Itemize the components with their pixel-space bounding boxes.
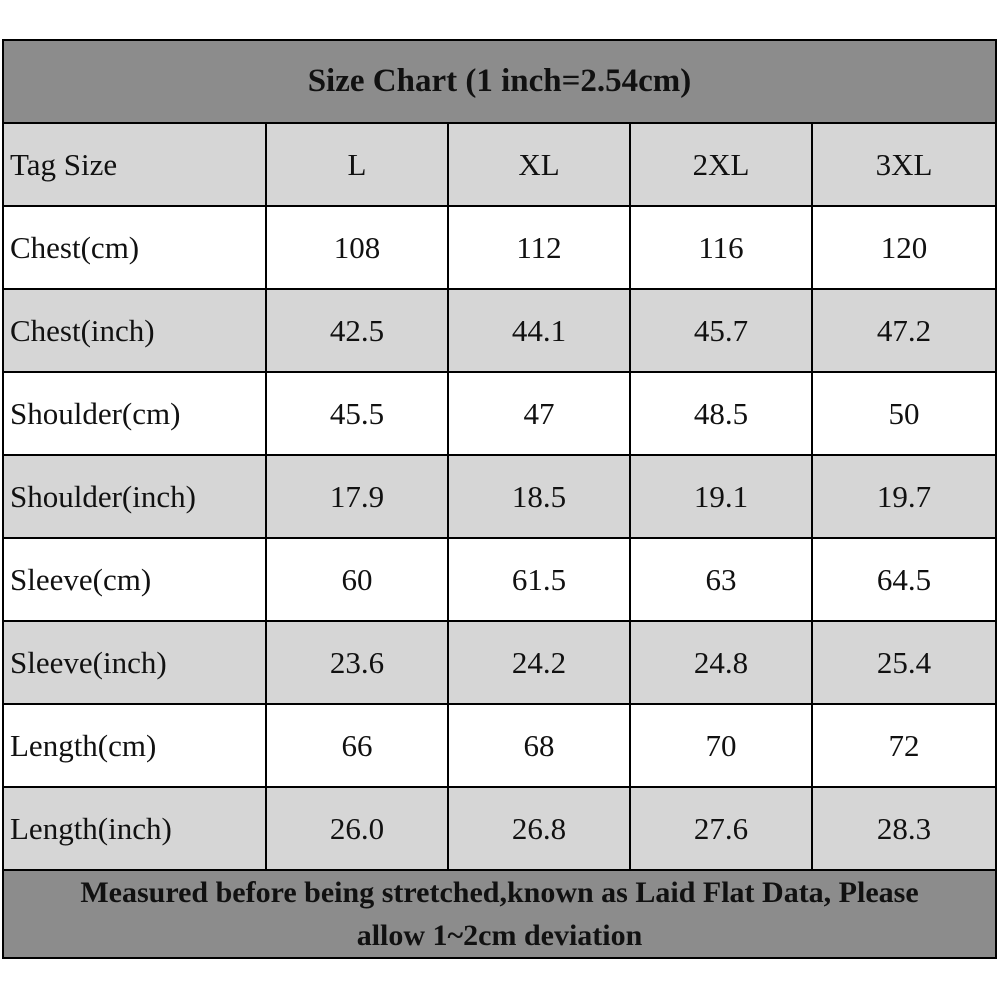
table-row xyxy=(4,539,995,622)
size-chart-table xyxy=(2,39,997,959)
table-grid xyxy=(4,124,995,871)
table-cell: 27.6 xyxy=(631,788,813,869)
table-cell: 70 xyxy=(631,705,813,786)
row-label: Chest(inch) xyxy=(4,290,267,371)
table-cell: 72 xyxy=(813,705,995,786)
footer-note-line-2: allow 1~2cm deviation xyxy=(356,919,643,952)
table-row xyxy=(4,207,995,290)
table-row xyxy=(4,622,995,705)
table-cell: 24.8 xyxy=(631,622,813,703)
footer-note-line-1: Measured before being stretched,known as Laid Flat Data, Please xyxy=(80,876,919,909)
table-cell: 19.1 xyxy=(631,456,813,537)
table-cell: 23.6 xyxy=(267,622,449,703)
table-cell: 108 xyxy=(267,207,449,288)
header-size-xl: XL xyxy=(449,124,631,205)
table-cell: 28.3 xyxy=(813,788,995,869)
row-label: Shoulder(inch) xyxy=(4,456,267,537)
table-cell: 44.1 xyxy=(449,290,631,371)
header-size-3xl: 3XL xyxy=(813,124,995,205)
row-label: Shoulder(cm) xyxy=(4,373,267,454)
table-row xyxy=(4,456,995,539)
footer-note xyxy=(4,871,995,957)
table-cell: 61.5 xyxy=(449,539,631,620)
table-cell: 63 xyxy=(631,539,813,620)
table-row xyxy=(4,290,995,373)
table-cell: 24.2 xyxy=(449,622,631,703)
table-cell: 26.0 xyxy=(267,788,449,869)
table-row xyxy=(4,373,995,456)
table-cell: 42.5 xyxy=(267,290,449,371)
table-cell: 45.7 xyxy=(631,290,813,371)
row-label: Length(cm) xyxy=(4,705,267,786)
table-cell: 112 xyxy=(449,207,631,288)
table-row xyxy=(4,705,995,788)
table-cell: 47.2 xyxy=(813,290,995,371)
row-label: Sleeve(cm) xyxy=(4,539,267,620)
table-cell: 64.5 xyxy=(813,539,995,620)
table-cell: 60 xyxy=(267,539,449,620)
table-cell: 66 xyxy=(267,705,449,786)
header-size-2xl: 2XL xyxy=(631,124,813,205)
table-row xyxy=(4,788,995,871)
table-cell: 47 xyxy=(449,373,631,454)
table-cell: 50 xyxy=(813,373,995,454)
table-cell: 45.5 xyxy=(267,373,449,454)
table-title: Size Chart (1 inch=2.54cm) xyxy=(4,41,995,124)
table-cell: 18.5 xyxy=(449,456,631,537)
table-cell: 68 xyxy=(449,705,631,786)
table-cell: 26.8 xyxy=(449,788,631,869)
header-label-cell: Tag Size xyxy=(4,124,267,205)
table-cell: 17.9 xyxy=(267,456,449,537)
row-label: Chest(cm) xyxy=(4,207,267,288)
header-size-l: L xyxy=(267,124,449,205)
table-cell: 48.5 xyxy=(631,373,813,454)
row-label: Length(inch) xyxy=(4,788,267,869)
row-label: Sleeve(inch) xyxy=(4,622,267,703)
table-cell: 116 xyxy=(631,207,813,288)
table-cell: 120 xyxy=(813,207,995,288)
header-row xyxy=(4,124,995,207)
table-cell: 19.7 xyxy=(813,456,995,537)
table-cell: 25.4 xyxy=(813,622,995,703)
